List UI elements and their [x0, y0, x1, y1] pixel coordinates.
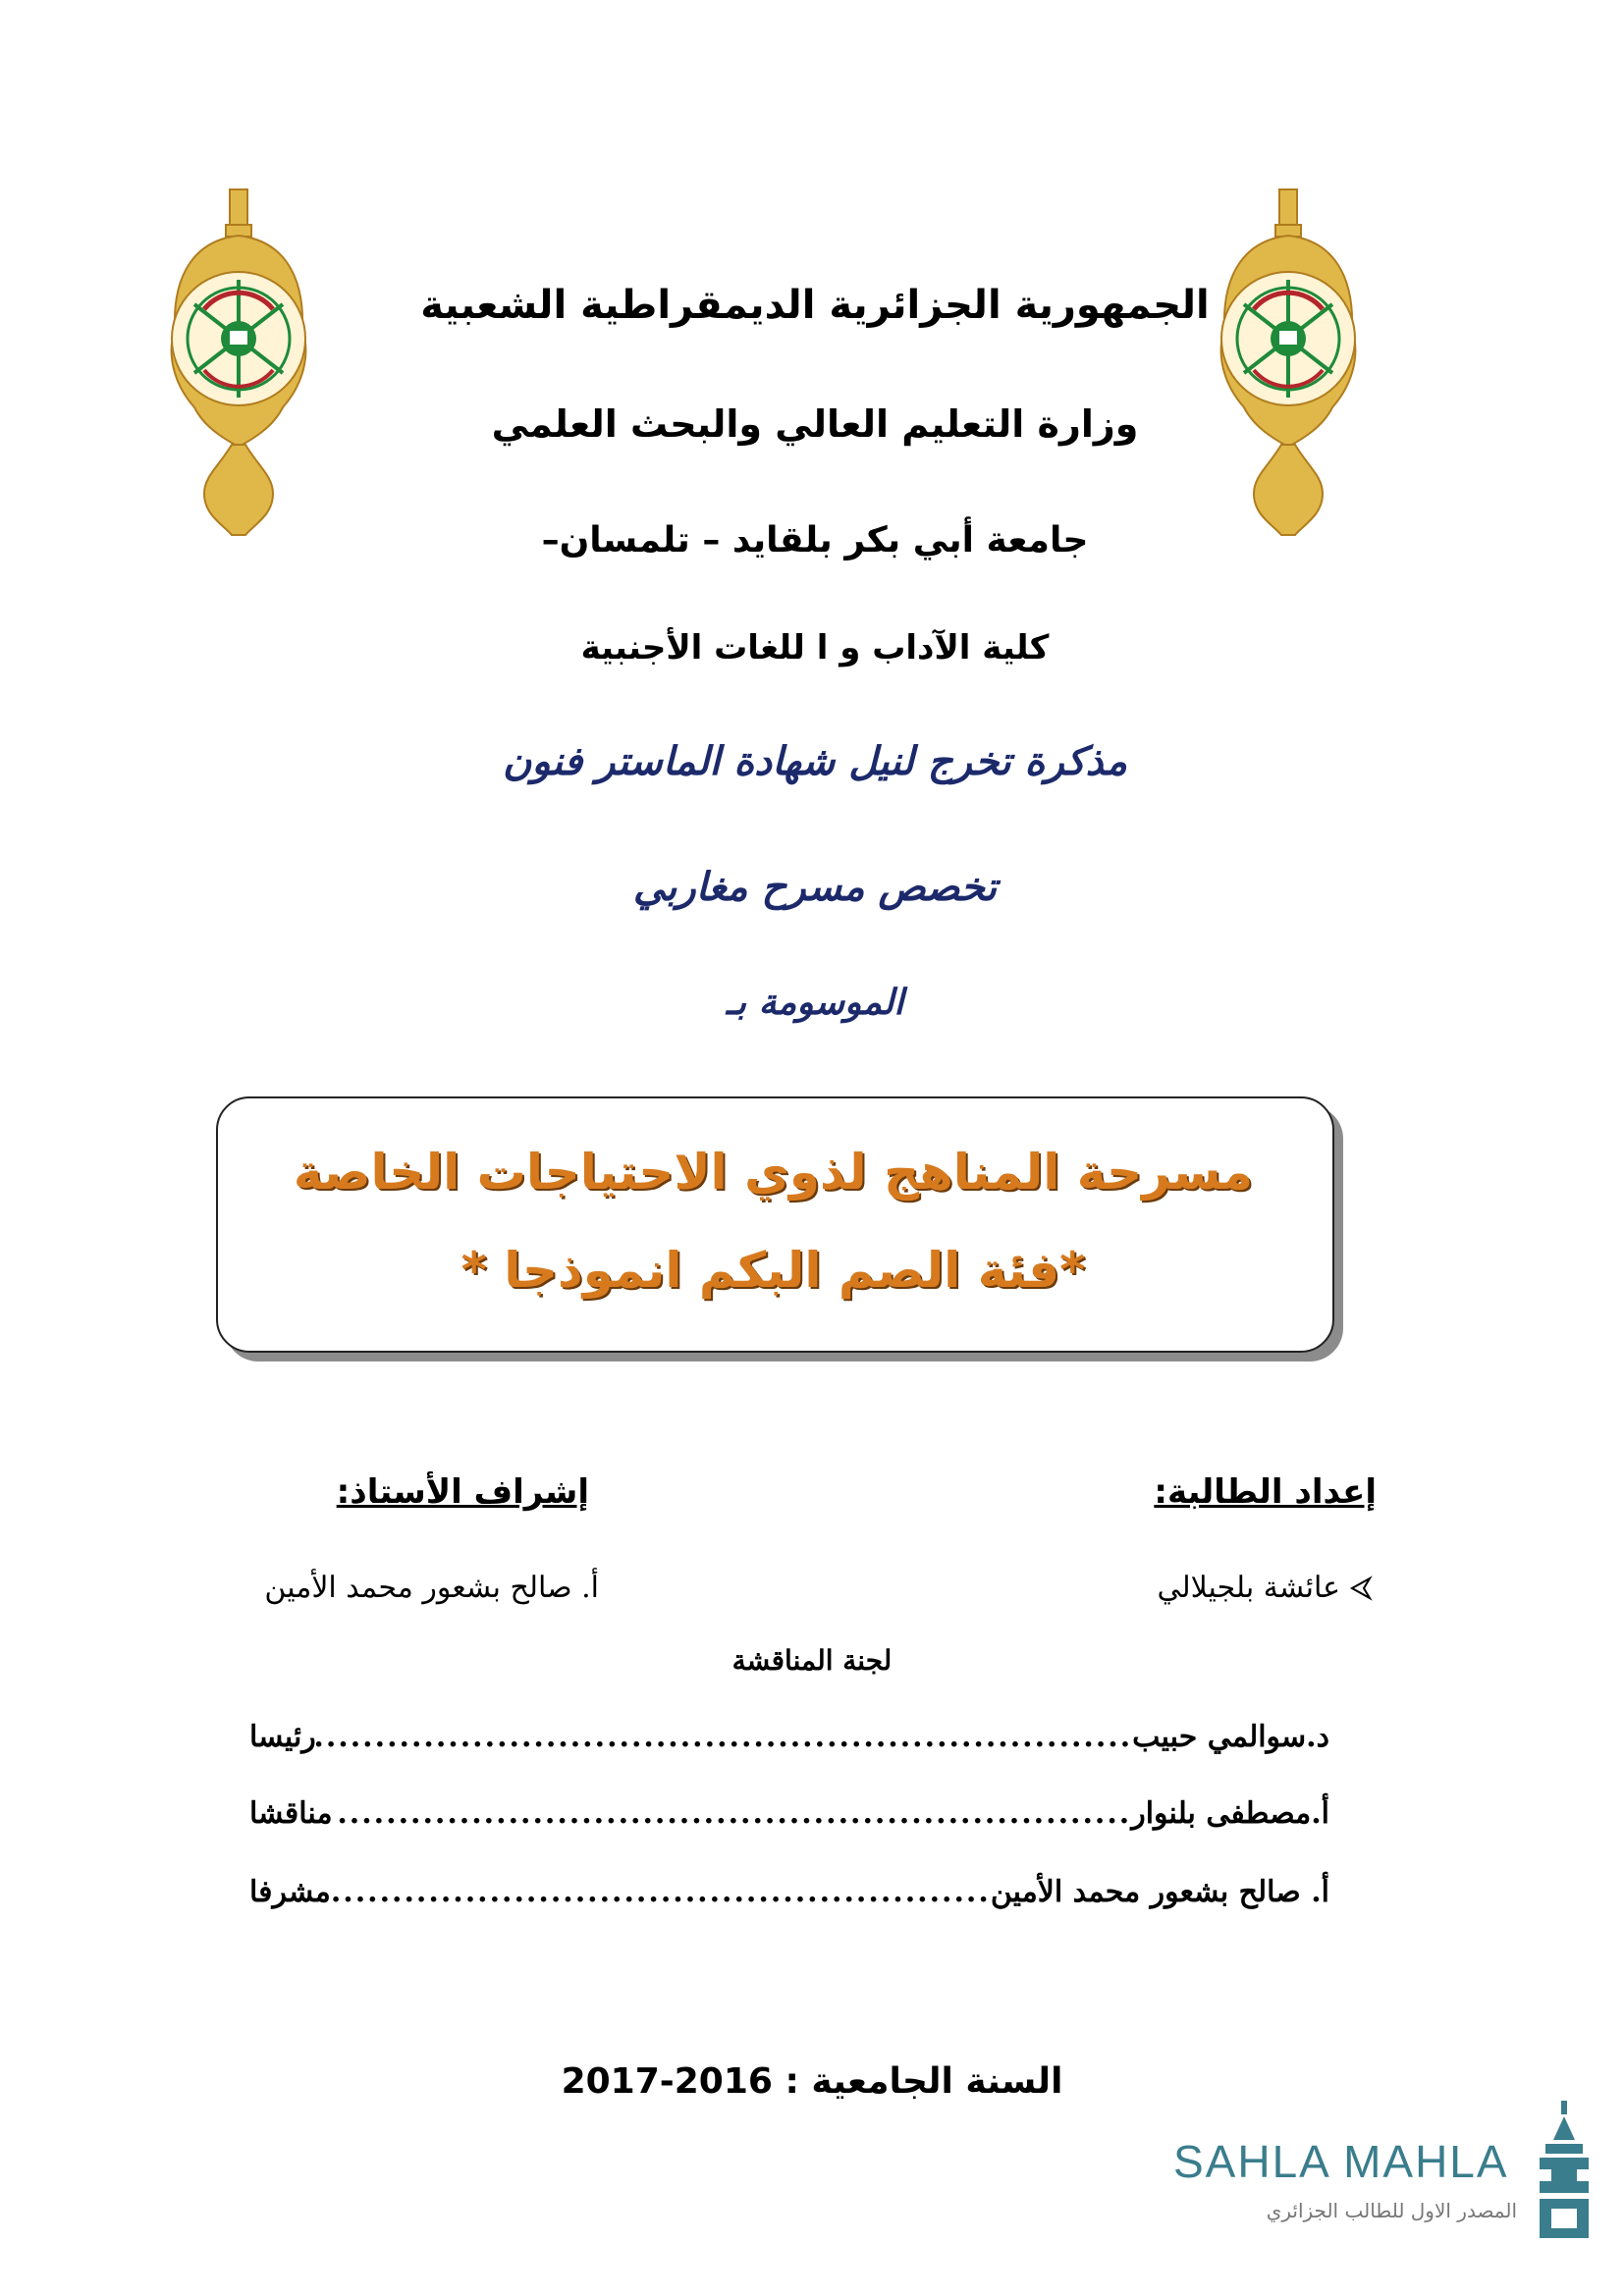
jury-row-2 [249, 1796, 1329, 1845]
jury-member-name: أ. صالح بشعور محمد الأمين [990, 1875, 1329, 1909]
sahla-mahla-watermark [1173, 2130, 1605, 2287]
memoir-purpose: مذكرة تخرج لنيل شهادة الماستر فنون [503, 738, 1127, 784]
jury-title: لجنة المناقشة [731, 1644, 893, 1677]
left-university-seal [165, 182, 312, 549]
university-seal-icon [165, 182, 312, 545]
memoir-specialty: تخصص مسرح مغاربي [632, 864, 998, 910]
jury-member-name: د.سوالمي حبيب [1132, 1720, 1329, 1754]
dot-leader [316, 1720, 1132, 1754]
watermark-tagline: المصدر الاول للطالب الجزائري [1266, 2199, 1517, 2222]
academic-year: السنة الجامعية : 2016-2017 [561, 2061, 1063, 2102]
jury-member-role: رئيسا [249, 1720, 316, 1754]
student-name: عائشة بلجيلالي [1157, 1571, 1340, 1605]
jury-member-name: أ.مصطفى بلنوار [1131, 1796, 1329, 1831]
ministry-heading: وزارة التعليم العالي والبحث العلمي [491, 402, 1139, 446]
university-seal-icon [1215, 182, 1362, 545]
dot-leader [331, 1875, 991, 1909]
memoir-titled-as: الموسومة بـ [726, 982, 904, 1023]
jury-row-3 [249, 1875, 1329, 1924]
university-heading: جامعة أبي بكر بلقايد – تلمسان– [541, 520, 1089, 561]
thesis-title-line2: *فئة الصم البكم انموذجا * [460, 1242, 1086, 1299]
jury-row-1 [249, 1720, 1329, 1769]
jury-member-role: مشرفا [249, 1875, 331, 1909]
student-entry [883, 1571, 1374, 1605]
supervisor-label: إشراف الأستاذ: [336, 1472, 589, 1512]
thesis-title-line1: مسرحة المناهج لذوي الاحتياجات الخاصة [293, 1144, 1254, 1201]
dot-leader [333, 1796, 1132, 1831]
right-university-seal [1215, 182, 1362, 549]
supervisor-name: أ. صالح بشعور محمد الأمين [264, 1571, 599, 1605]
arrowhead-bullet-icon [1348, 1575, 1374, 1601]
watermark-brand: SAHLA MAHLA [1173, 2136, 1509, 2187]
faculty-heading: كلية الآداب و ا للغات الأجنبية [580, 628, 1050, 667]
sahla-mahla-logo-icon [1532, 2101, 1600, 2248]
thesis-title-box [216, 1096, 1334, 1353]
republic-heading: الجمهورية الجزائرية الديمقراطية الشعبية [420, 283, 1210, 328]
student-label: إعداد الطالبة: [1154, 1472, 1377, 1512]
jury-member-role: مناقشا [249, 1796, 333, 1831]
